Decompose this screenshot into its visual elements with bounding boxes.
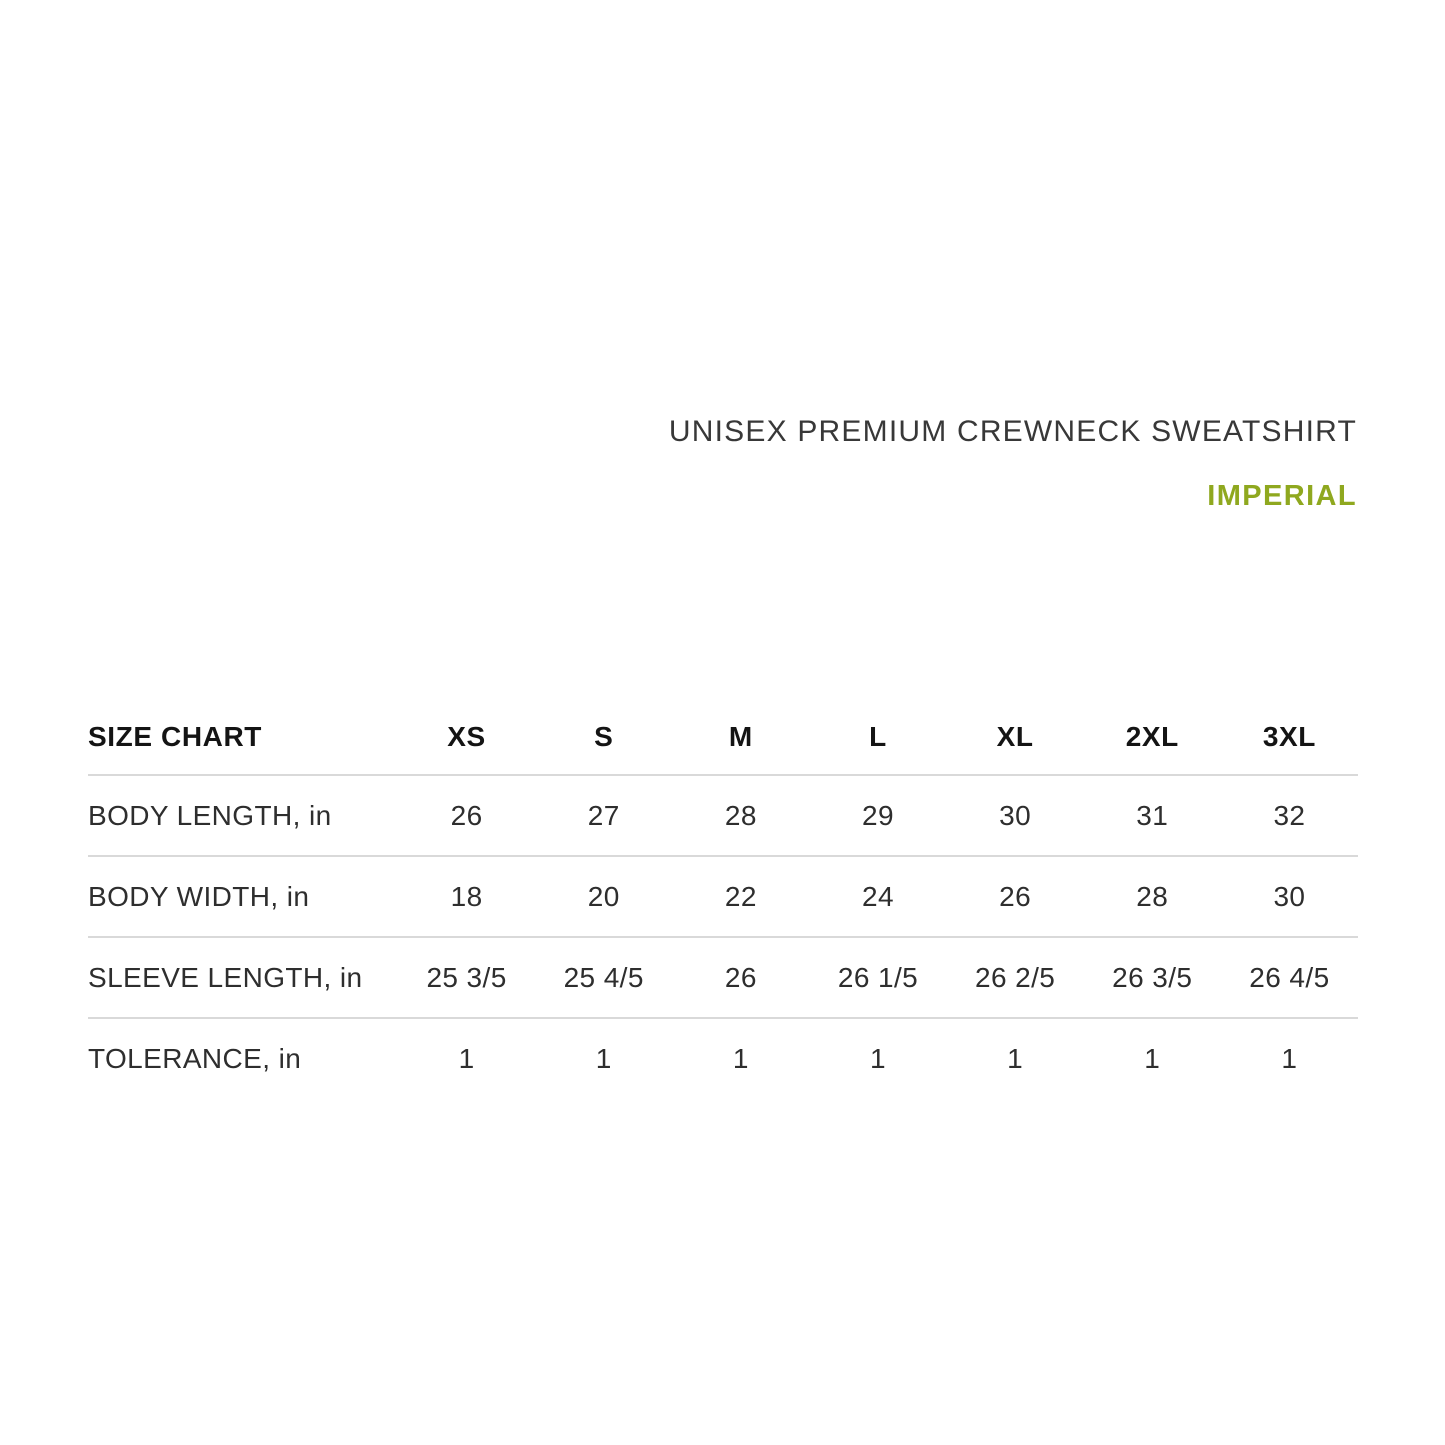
cell-value: 1	[732, 1042, 749, 1074]
cell-value: 26 1/5	[809, 937, 946, 1018]
size-chart-table	[88, 700, 1358, 1098]
cell-value: 26	[947, 856, 1084, 937]
cell-value: 1	[1281, 1042, 1298, 1074]
row-label: TOLERANCE, in	[88, 1042, 302, 1074]
table-row-body-length	[88, 775, 1358, 856]
row-label: BODY WIDTH, in	[88, 856, 398, 937]
cell-value: 1	[870, 1042, 886, 1074]
cell-value: 30	[947, 775, 1084, 856]
cell-value: 1	[1007, 1042, 1024, 1074]
table-header-row	[88, 700, 1358, 775]
cell-value: 26	[672, 937, 809, 1018]
cell-value: 31	[1084, 775, 1221, 856]
row-label: BODY LENGTH, in	[88, 775, 398, 856]
column-header-s: S	[535, 700, 672, 775]
table-row-tolerance	[88, 1018, 1358, 1098]
column-header-m: M	[672, 700, 809, 775]
cell-value: 26 3/5	[1084, 937, 1221, 1018]
unit-system-label: IMPERIAL	[1207, 480, 1357, 512]
cell-value: 30	[1221, 856, 1358, 937]
cell-value: 26	[398, 775, 535, 856]
product-title: UNISEX PREMIUM CREWNECK SWEATSHIRT	[668, 415, 1357, 448]
table-title: SIZE CHART	[88, 700, 398, 775]
table-row-sleeve-length	[88, 937, 1358, 1018]
cell-value: 25 4/5	[535, 937, 672, 1018]
column-header-l: L	[809, 700, 946, 775]
cell-value: 29	[809, 775, 946, 856]
column-header-2xl: 2XL	[1084, 700, 1221, 775]
cell-value: 18	[398, 856, 535, 937]
cell-value: 25 3/5	[398, 937, 535, 1018]
cell-value: 1	[1144, 1042, 1161, 1074]
table-row-body-width	[88, 856, 1358, 937]
cell-value: 26 2/5	[947, 937, 1084, 1018]
header	[669, 415, 1357, 512]
cell-value: 22	[672, 856, 809, 937]
cell-value: 1	[458, 1042, 475, 1074]
column-header-xs: XS	[398, 700, 535, 775]
column-header-xl: XL	[947, 700, 1084, 775]
cell-value: 1	[595, 1042, 612, 1074]
cell-value: 32	[1221, 775, 1358, 856]
row-label: SLEEVE LENGTH, in	[88, 937, 398, 1018]
column-header-3xl: 3XL	[1221, 700, 1358, 775]
cell-value: 28	[1084, 856, 1221, 937]
cell-value: 27	[535, 775, 672, 856]
cell-value: 24	[809, 856, 946, 937]
cell-value: 20	[535, 856, 672, 937]
cell-value: 26 4/5	[1221, 937, 1358, 1018]
cell-value: 28	[672, 775, 809, 856]
